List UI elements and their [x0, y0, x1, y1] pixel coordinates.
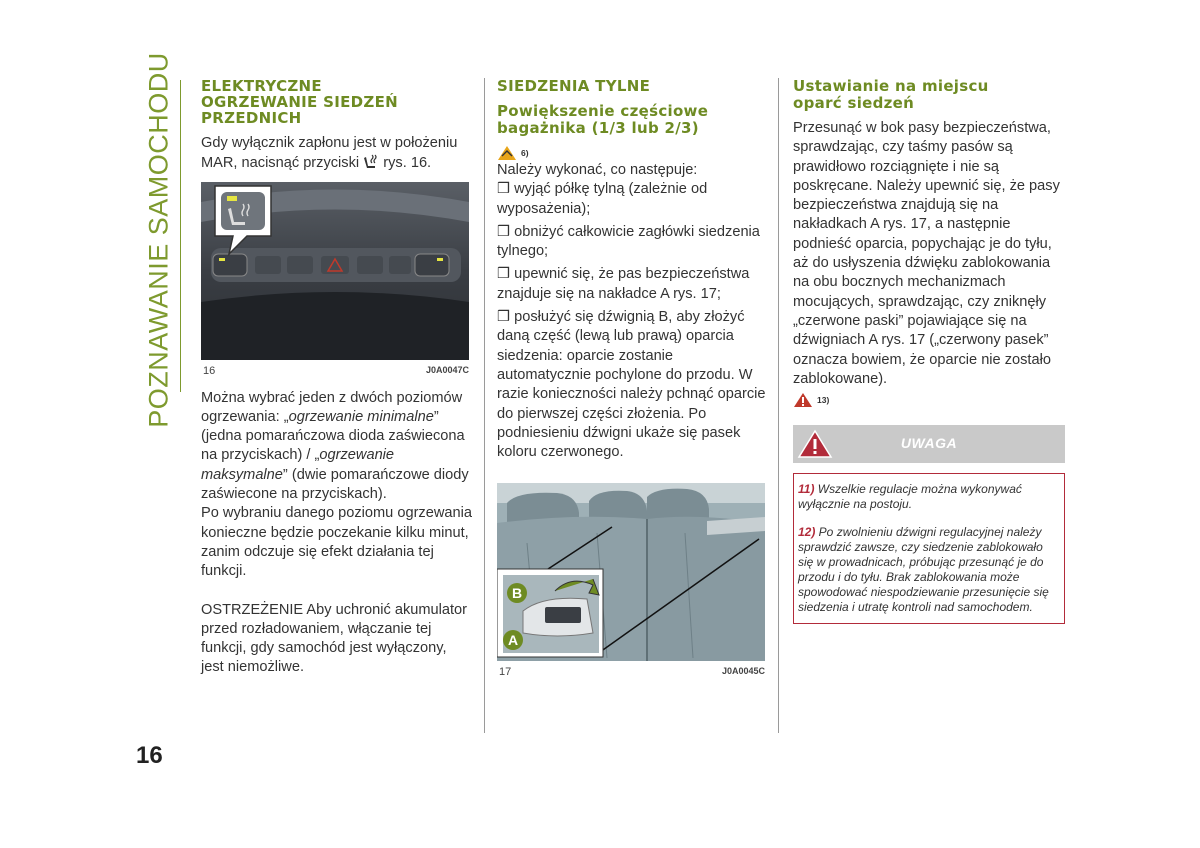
paragraph-intro: Gdy wyłącznik zapłonu jest w położeniu MAR, nacisnąć przyciski rys. 16.	[201, 135, 458, 172]
column-seat-backs	[793, 78, 1065, 624]
paragraph-seat-backs: Przesunąć w bok pasy bezpieczeństwa, sprawdzając, czy taśmy pasów są prawidłowo rozciągnięte i nie są poskręcane. Należy upewnić się, że pasy bezpieczeństwa znajdują się na nakładkach A rys. 17, a następnie podnieść oparcia, popychając je do tyłu, aż do usłyszenia dźwięku zablokowania na obu bocznych mechanizmach mocujących, sprawdzając, czy zniknęły „czerwone paski” pojawiające się na dźwigniach A rys. 17 („czerwony pasek” oznacza bowiem, że oparcie nie zostało zablokowane).	[793, 120, 1060, 387]
list-item-lever: ❒ posłużyć się dźwignią B, aby złożyć daną część (lewą lub prawą) oparcia siedzenia: oparcie zostanie automatycznie pochylone do przodu. W razie konieczności należy pchnąć oparcie do pierwszej części złożenia. Po podniesieniu dźwigni ukaże się pasek koloru czerwonego.	[497, 309, 766, 461]
label-a: A	[507, 632, 519, 649]
warning-header-label: UWAGA	[900, 435, 958, 452]
paragraph-lead: Należy wykonać, co następuje:	[497, 162, 698, 178]
paragraph-heating-wait: Po wybraniu danego poziomu ogrzewania konieczne będzie poczekanie kilku minut, zanim odczuje się efekt działania tej funkcji.	[201, 505, 472, 580]
danger-triangle-icon	[793, 392, 813, 408]
figure-16-code: J0A0047C	[425, 364, 469, 375]
list-item-belt: ❒ upewnić się, że pas bezpieczeństwa znajduje się na nakładce A rys. 17;	[497, 266, 750, 302]
column-rear-seats	[497, 78, 769, 680]
warning-triangle-icon	[497, 145, 517, 161]
figure-16-number: 16	[203, 364, 216, 377]
column-heated-seats	[201, 78, 473, 678]
figure-16-image	[201, 182, 469, 360]
note-reference-6: 6)	[497, 145, 769, 161]
label-b: B	[511, 585, 523, 602]
figure-17-code: J0A0045C	[721, 666, 765, 677]
figure-16-caption	[201, 365, 469, 379]
figure-17-number: 17	[499, 666, 512, 679]
figure-17-caption	[497, 666, 765, 680]
figure-16	[201, 182, 469, 379]
heading-rear-seats: SIEDZENIA TYLNE	[497, 77, 651, 95]
column-divider-1	[484, 78, 485, 733]
page-number: 16	[136, 742, 163, 769]
warning-box	[793, 473, 1065, 624]
heading-seat-backs: Ustawianie na miejscu oparć siedzeń	[793, 77, 989, 112]
note-11: 11) Wszelkie regulacje można wykonywać wyłącznie na postoju.	[798, 482, 1022, 512]
list-item-headrests: ❒ obniżyć całkowicie zagłówki siedzenia tylnego;	[497, 223, 760, 260]
note-12: 12) Po zwolnieniu dźwigni regulacyjnej należy sprawdzić zawsze, czy siedzenie zablokowało się w prowadnicach, próbując przesunąć je do przodu i do tyłu. Brak zablokowania może spowodować niespodziewanie przesunięcie się siedzenia i utratę kontroli nad samochodem.	[798, 525, 1049, 615]
column-divider-2	[778, 78, 779, 733]
side-title-text: POZNAWANIE SAMOCHODU	[143, 52, 174, 428]
subheading-luggage-extension: Powiększenie częściowe bagażnika (1/3 lub 2/3)	[497, 102, 709, 137]
side-title-rule	[180, 80, 181, 392]
note-reference-13: 13)	[793, 392, 1065, 408]
section-side-title	[142, 52, 176, 428]
heading-heated-seats: ELEKTRYCZNE OGRZEWANIE SIEDZEŃ PRZEDNICH	[201, 77, 398, 127]
figure-17	[497, 483, 765, 680]
warning-header	[793, 425, 1065, 463]
list-item-shelf: ❒ wyjąć półkę tylną (zależnie od wyposażenia);	[497, 181, 708, 217]
paragraph-heating-levels: Można wybrać jeden z dwóch poziomów ogrzewania: „ogrzewanie minimalne” (jedna pomarańczowa dioda zaświecona na przyciskach) / „ogrzewanie maksymalne” (dwie pomarańczowe diody zaświecone na przyciskach).	[201, 389, 469, 503]
seat-heater-icon	[363, 153, 379, 170]
figure-17-image	[497, 483, 765, 661]
paragraph-warning: OSTRZEŻENIE Aby uchronić akumulator przed rozładowaniem, włączanie tej funkcji, gdy samochód jest wyłączony, jest niemożliwe.	[201, 601, 468, 676]
